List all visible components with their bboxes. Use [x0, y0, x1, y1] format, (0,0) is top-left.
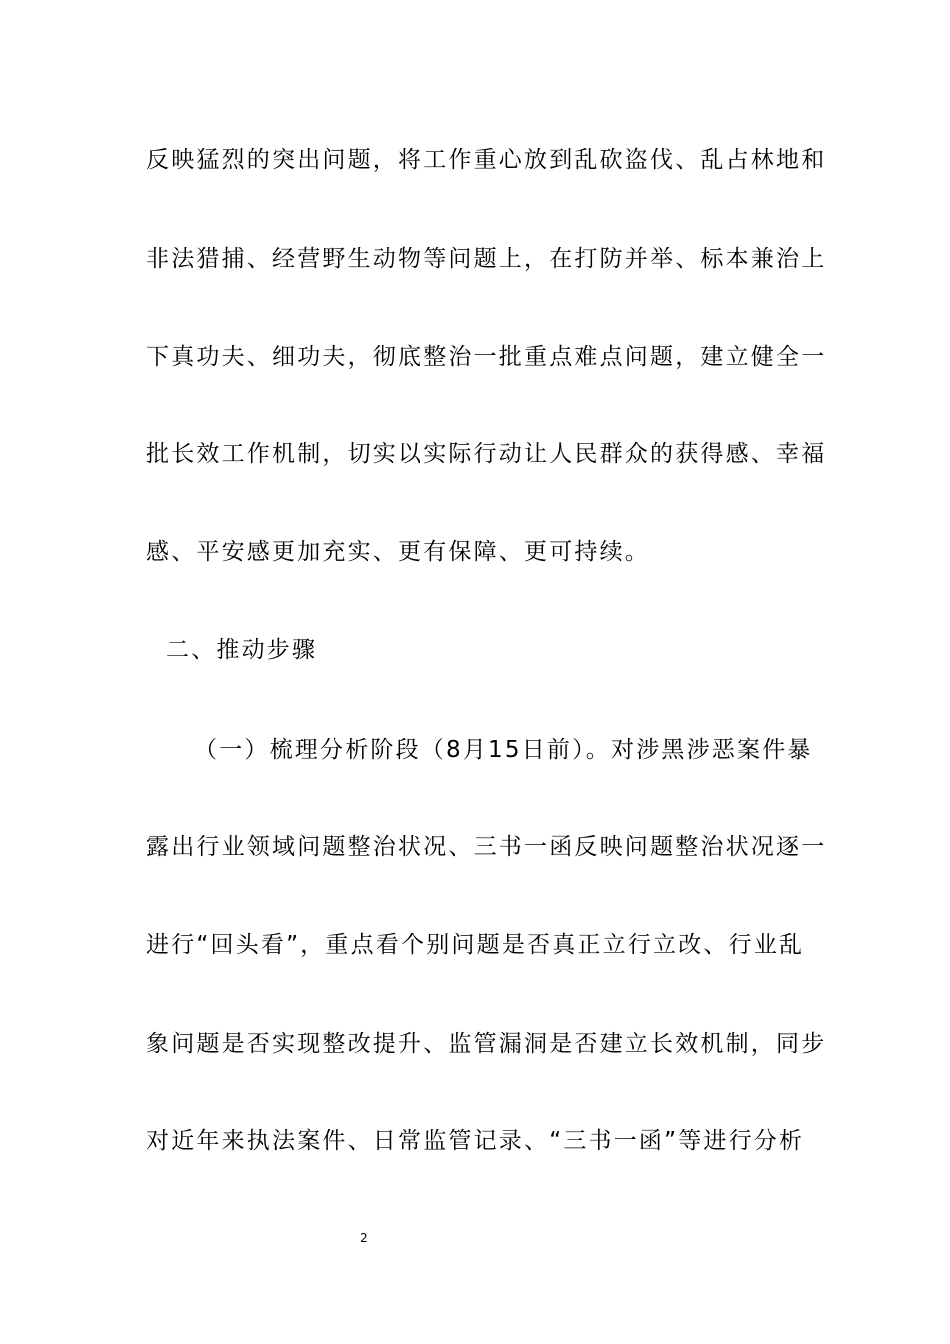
body-text-line: 感、平安感更加充实、更有保障、更可持续。 — [146, 539, 650, 565]
subsection-paragraph-start: （一）梳理分析阶段（8月15日前）。对涉黑涉恶案件暴 — [194, 737, 813, 763]
body-text-line: 象问题是否实现整改提升、监管漏洞是否建立长效机制，同步 — [146, 1031, 827, 1057]
section-heading: 二、推动步骤 — [166, 637, 318, 663]
body-text-line: 对近年来执法案件、日常监管记录、“三书一函”等进行分析 — [146, 1128, 805, 1154]
body-text-line: 非法猎捕、经营野生动物等问题上，在打防并举、标本兼治上 — [146, 246, 827, 272]
body-text-line: 下真功夫、细功夫，彻底整治一批重点难点问题，建立健全一 — [146, 344, 827, 370]
body-text-line: 反映猛烈的突出问题，将工作重心放到乱砍盗伐、乱占林地和 — [146, 147, 827, 173]
page-number: 2 — [360, 1231, 368, 1245]
body-text-line: 批长效工作机制，切实以实际行动让人民群众的获得感、幸福 — [146, 441, 827, 467]
body-text-line: 进行“回头看”，重点看个别问题是否真正立行立改、行业乱 — [146, 932, 805, 958]
body-text-line: 露出行业领域问题整治状况、三书一函反映问题整治状况逐一 — [146, 834, 827, 860]
